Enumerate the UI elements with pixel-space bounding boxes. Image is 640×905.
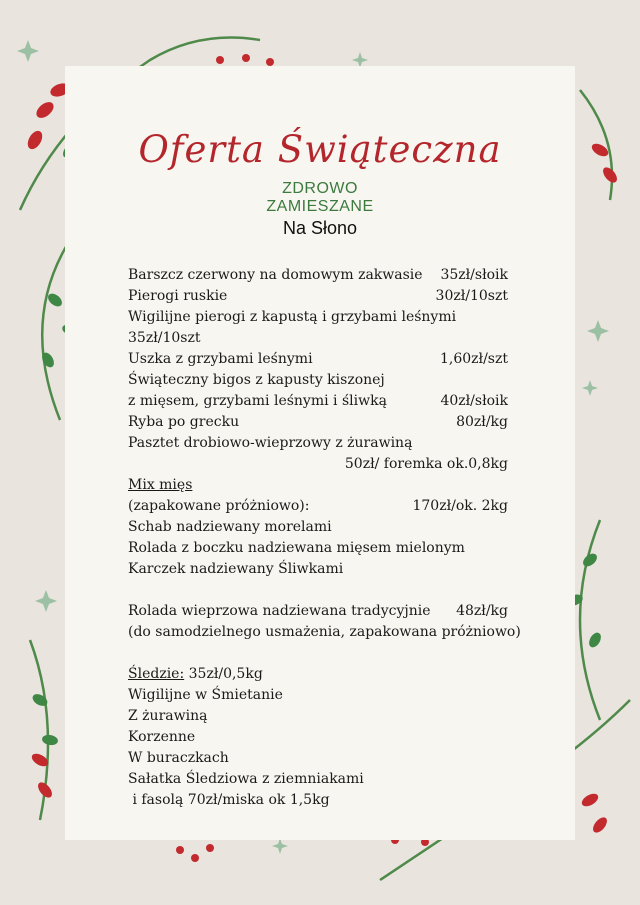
list-item: Wigilijne w Śmietanie	[128, 687, 283, 703]
menu-item: Rolada wieprzowa nadziewana tradycyjnie 48zł/kg	[128, 603, 508, 619]
section-heading-mix: Mix mięs	[128, 477, 193, 493]
menu-item: (zapakowane próżniowo): 170zł/ok. 2kg	[128, 498, 508, 514]
list-item: Schab nadziewany morelami	[128, 519, 332, 535]
menu-item: z mięsem, grzybami leśnymi i śliwką 40zł/słoik	[128, 393, 508, 409]
menu-item-name: Pasztet drobiowo-wieprzowy z żurawiną	[128, 435, 413, 451]
menu-item-note: (do samodzielnego usmażenia, zapakowana próżniowo)	[128, 624, 521, 640]
list-item: Sałatka Śledziowa z ziemniakami	[128, 771, 364, 787]
list-item: Z żurawiną	[128, 708, 208, 724]
menu-item: Ryba po grecku 80zł/kg	[128, 414, 508, 430]
section-heading-sledzie: Śledzie: 35zł/0,5kg	[128, 666, 263, 682]
menu-item: Pierogi ruskie 30zł/10szt	[128, 288, 508, 304]
list-item: Karczek nadziewany Śliwkami	[128, 561, 344, 577]
list-item: Korzenne	[128, 729, 196, 745]
menu-item-price: 35zł/10szt	[128, 330, 201, 346]
section-subtitle: Na Słono	[282, 218, 358, 238]
menu-item: Uszka z grzybami leśnymi 1,60zł/szt	[128, 351, 508, 367]
menu-item-name: Świąteczny bigos z kapusty kiszonej	[128, 372, 385, 388]
list-item: Rolada z boczku nadziewana mięsem mielonym	[128, 540, 465, 556]
brand-line-2: ZAMIESZANE	[266, 198, 374, 215]
list-item: W buraczkach	[128, 750, 229, 766]
brand-line-1: ZDROWO	[282, 180, 358, 197]
menu-item-name: Wigilijne pierogi z kapustą i grzybami leśnymi	[128, 309, 457, 325]
list-item: i fasolą 70zł/miska ok 1,5kg	[128, 792, 330, 808]
page-title: Oferta Świąteczna	[138, 128, 502, 171]
menu-item: Barszcz czerwony na domowym zakwasie 35zł/słoik	[128, 267, 508, 283]
